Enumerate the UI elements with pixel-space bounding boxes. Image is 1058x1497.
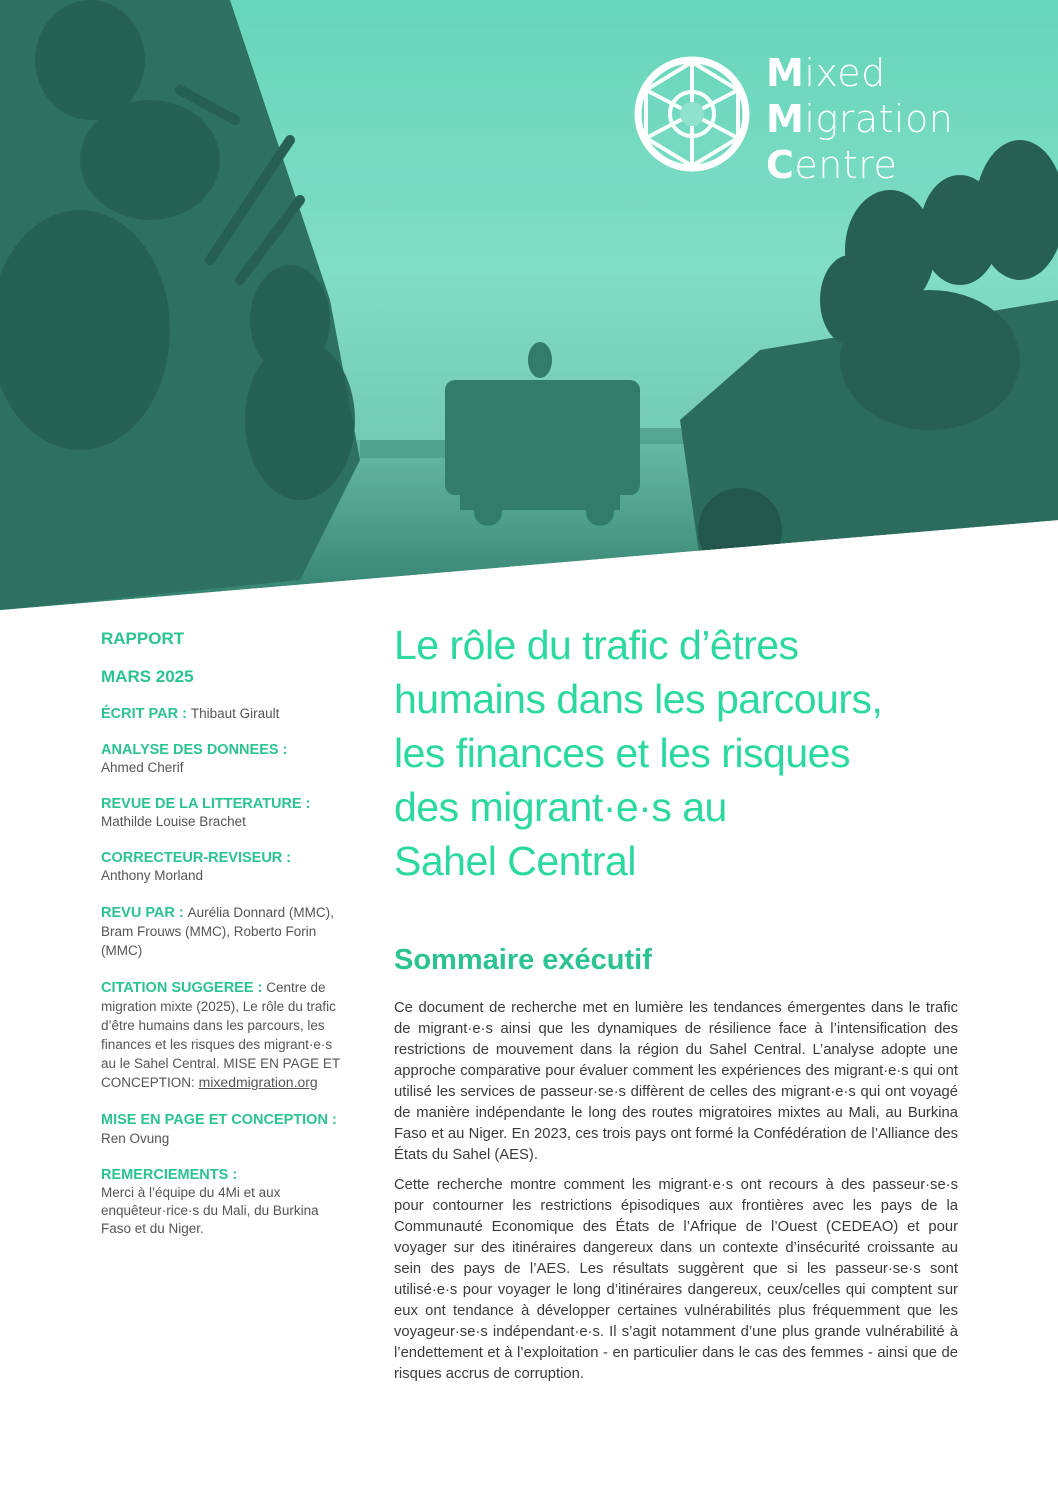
executive-summary-heading: Sommaire exécutif xyxy=(394,944,652,976)
cover-photo xyxy=(0,0,1058,610)
mmc-logo-icon xyxy=(628,50,756,178)
credit-layout-design: MISE EN PAGE ET CONCEPTION : Ren Ovung xyxy=(101,1112,337,1146)
credit-written-by: ÉCRIT PAR : Thibaut Girault xyxy=(101,706,280,722)
report-title: Le rôle du trafic d’êtres humains dans les parcours, les finances et les risques des migrant·e·s au Sahel Central xyxy=(394,622,883,884)
suggested-citation: CITATION SUGGEREE : Centre de migration mixte (2025), Le rôle du trafic d’être humains dans les parcours, les finances et les risques des migrant·e·s au le Sahel Central. MISE EN PAGE ET CONCEPTION: mixedmigration.org xyxy=(101,980,340,1090)
report-date: MARS 2025 xyxy=(101,667,194,686)
credit-reviewed-by: REVU PAR : Aurélia Donnard (MMC), Bram Frouws (MMC), Roberto Forin (MMC) xyxy=(101,905,334,958)
acknowledgements: REMERCIEMENTS : Merci à l’équipe du 4Mi et aux enquêteur·rice·s du Mali, du Burkina Faso et du Niger. xyxy=(101,1167,319,1236)
mmc-logo-wordmark: Mixed Migration Centre xyxy=(766,51,954,187)
mmc-logo xyxy=(628,48,968,188)
credit-data-analysis: ANALYSE DES DONNEES : Ahmed Cherif xyxy=(101,742,288,775)
summary-paragraph-1: Ce document de recherche met en lumière les tendances émergentes dans le trafic de migrant·e·s ainsi que les dynamiques de résilience face à l’intensification des restrictions de mouvement dans la région du Sahel Central. L’analyse adopte une approche comparative pour évaluer comment les expériences des migrant·e·s qui ont utilisé les services de passeur·se·s diffèrent de celles des migrant·e·s qui ont voyagé de manière indépendante le long des routes migratoires mixtes au Mali, au Burkina Faso et au Niger. En 2023, ces trois pays ont formé la Confédération de l’Alliance des États du Sahel (AES). xyxy=(394,1000,958,1163)
mixedmigration-link[interactable]: mixedmigration.org xyxy=(198,1074,318,1090)
executive-summary-body xyxy=(394,998,958,1394)
credit-proofreader: CORRECTEUR-REVISEUR : Anthony Morland xyxy=(101,850,292,883)
report-credits-sidebar xyxy=(101,628,341,1256)
main-content xyxy=(394,618,960,1382)
credit-literature-review: REVUE DE LA LITTERATURE : Mathilde Louise Brachet xyxy=(101,796,311,829)
report-type: RAPPORT xyxy=(101,629,185,648)
summary-paragraph-2: Cette recherche montre comment les migrant·e·s ont recours à des passeur·se·s pour contourner les restrictions épisodiques aux frontières avec les pays de la Communauté Economique des États de l’Afrique de l’Ouest (CEDEAO) et pour voyager sur des itinéraires dangereux dans un contexte d’insécurité croissante au sein des pays de l’AES. Les résultats suggèrent que si les passeur·se·s sont utilisé·e·s pour voyager le long d’itinéraires dangereux, ceux/celles qui comptent sur eux ont tendance à développer certaines vulnérabilités plus fréquemment que les voyageur·se·s indépendant·e·s. Il s’agit notamment d’une plus grande vulnérabilité à l’endettement et à l’exploitation - en particulier dans le cas des femmes - ainsi que de risques accrus de corruption. xyxy=(394,1177,958,1382)
